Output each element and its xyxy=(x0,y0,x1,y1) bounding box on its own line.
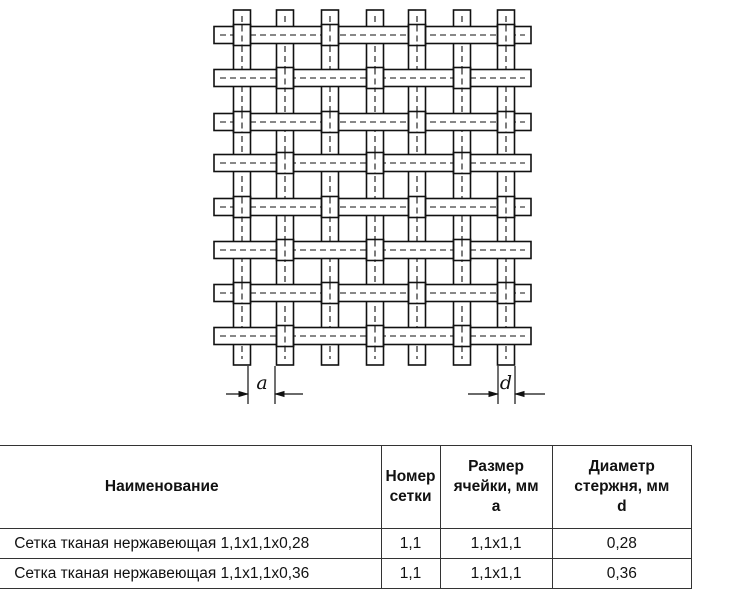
mesh-weave xyxy=(214,10,531,365)
header-name: Наименование xyxy=(0,446,381,529)
cell-mesh-number: 1,1 xyxy=(381,529,440,559)
cell-wire-diameter: 0,36 xyxy=(552,559,691,589)
dimension-d-label: d xyxy=(499,372,513,394)
table-row xyxy=(0,529,692,559)
dimension-annotations xyxy=(226,366,545,404)
cell-mesh-number: 1,1 xyxy=(381,559,440,589)
header-wire-diameter: Диаметр стержня, мм d xyxy=(552,446,691,529)
table-header-row xyxy=(0,446,692,529)
cell-cell-size: 1,1х1,1 xyxy=(440,529,552,559)
cell-name: Сетка тканая нержавеющая 1,1х1,1х0,36 xyxy=(0,559,381,589)
header-mesh-number: Номер сетки xyxy=(381,446,440,529)
header-cell-size: Размер ячейки, мм a xyxy=(440,446,552,529)
table-row xyxy=(0,559,692,589)
cell-cell-size: 1,1х1,1 xyxy=(440,559,552,589)
mesh-spec-table xyxy=(0,445,692,589)
cell-name: Сетка тканая нержавеющая 1,1х1,1х0,28 xyxy=(0,529,381,559)
cell-wire-diameter: 0,28 xyxy=(552,529,691,559)
dimension-a-label: a xyxy=(256,372,268,394)
